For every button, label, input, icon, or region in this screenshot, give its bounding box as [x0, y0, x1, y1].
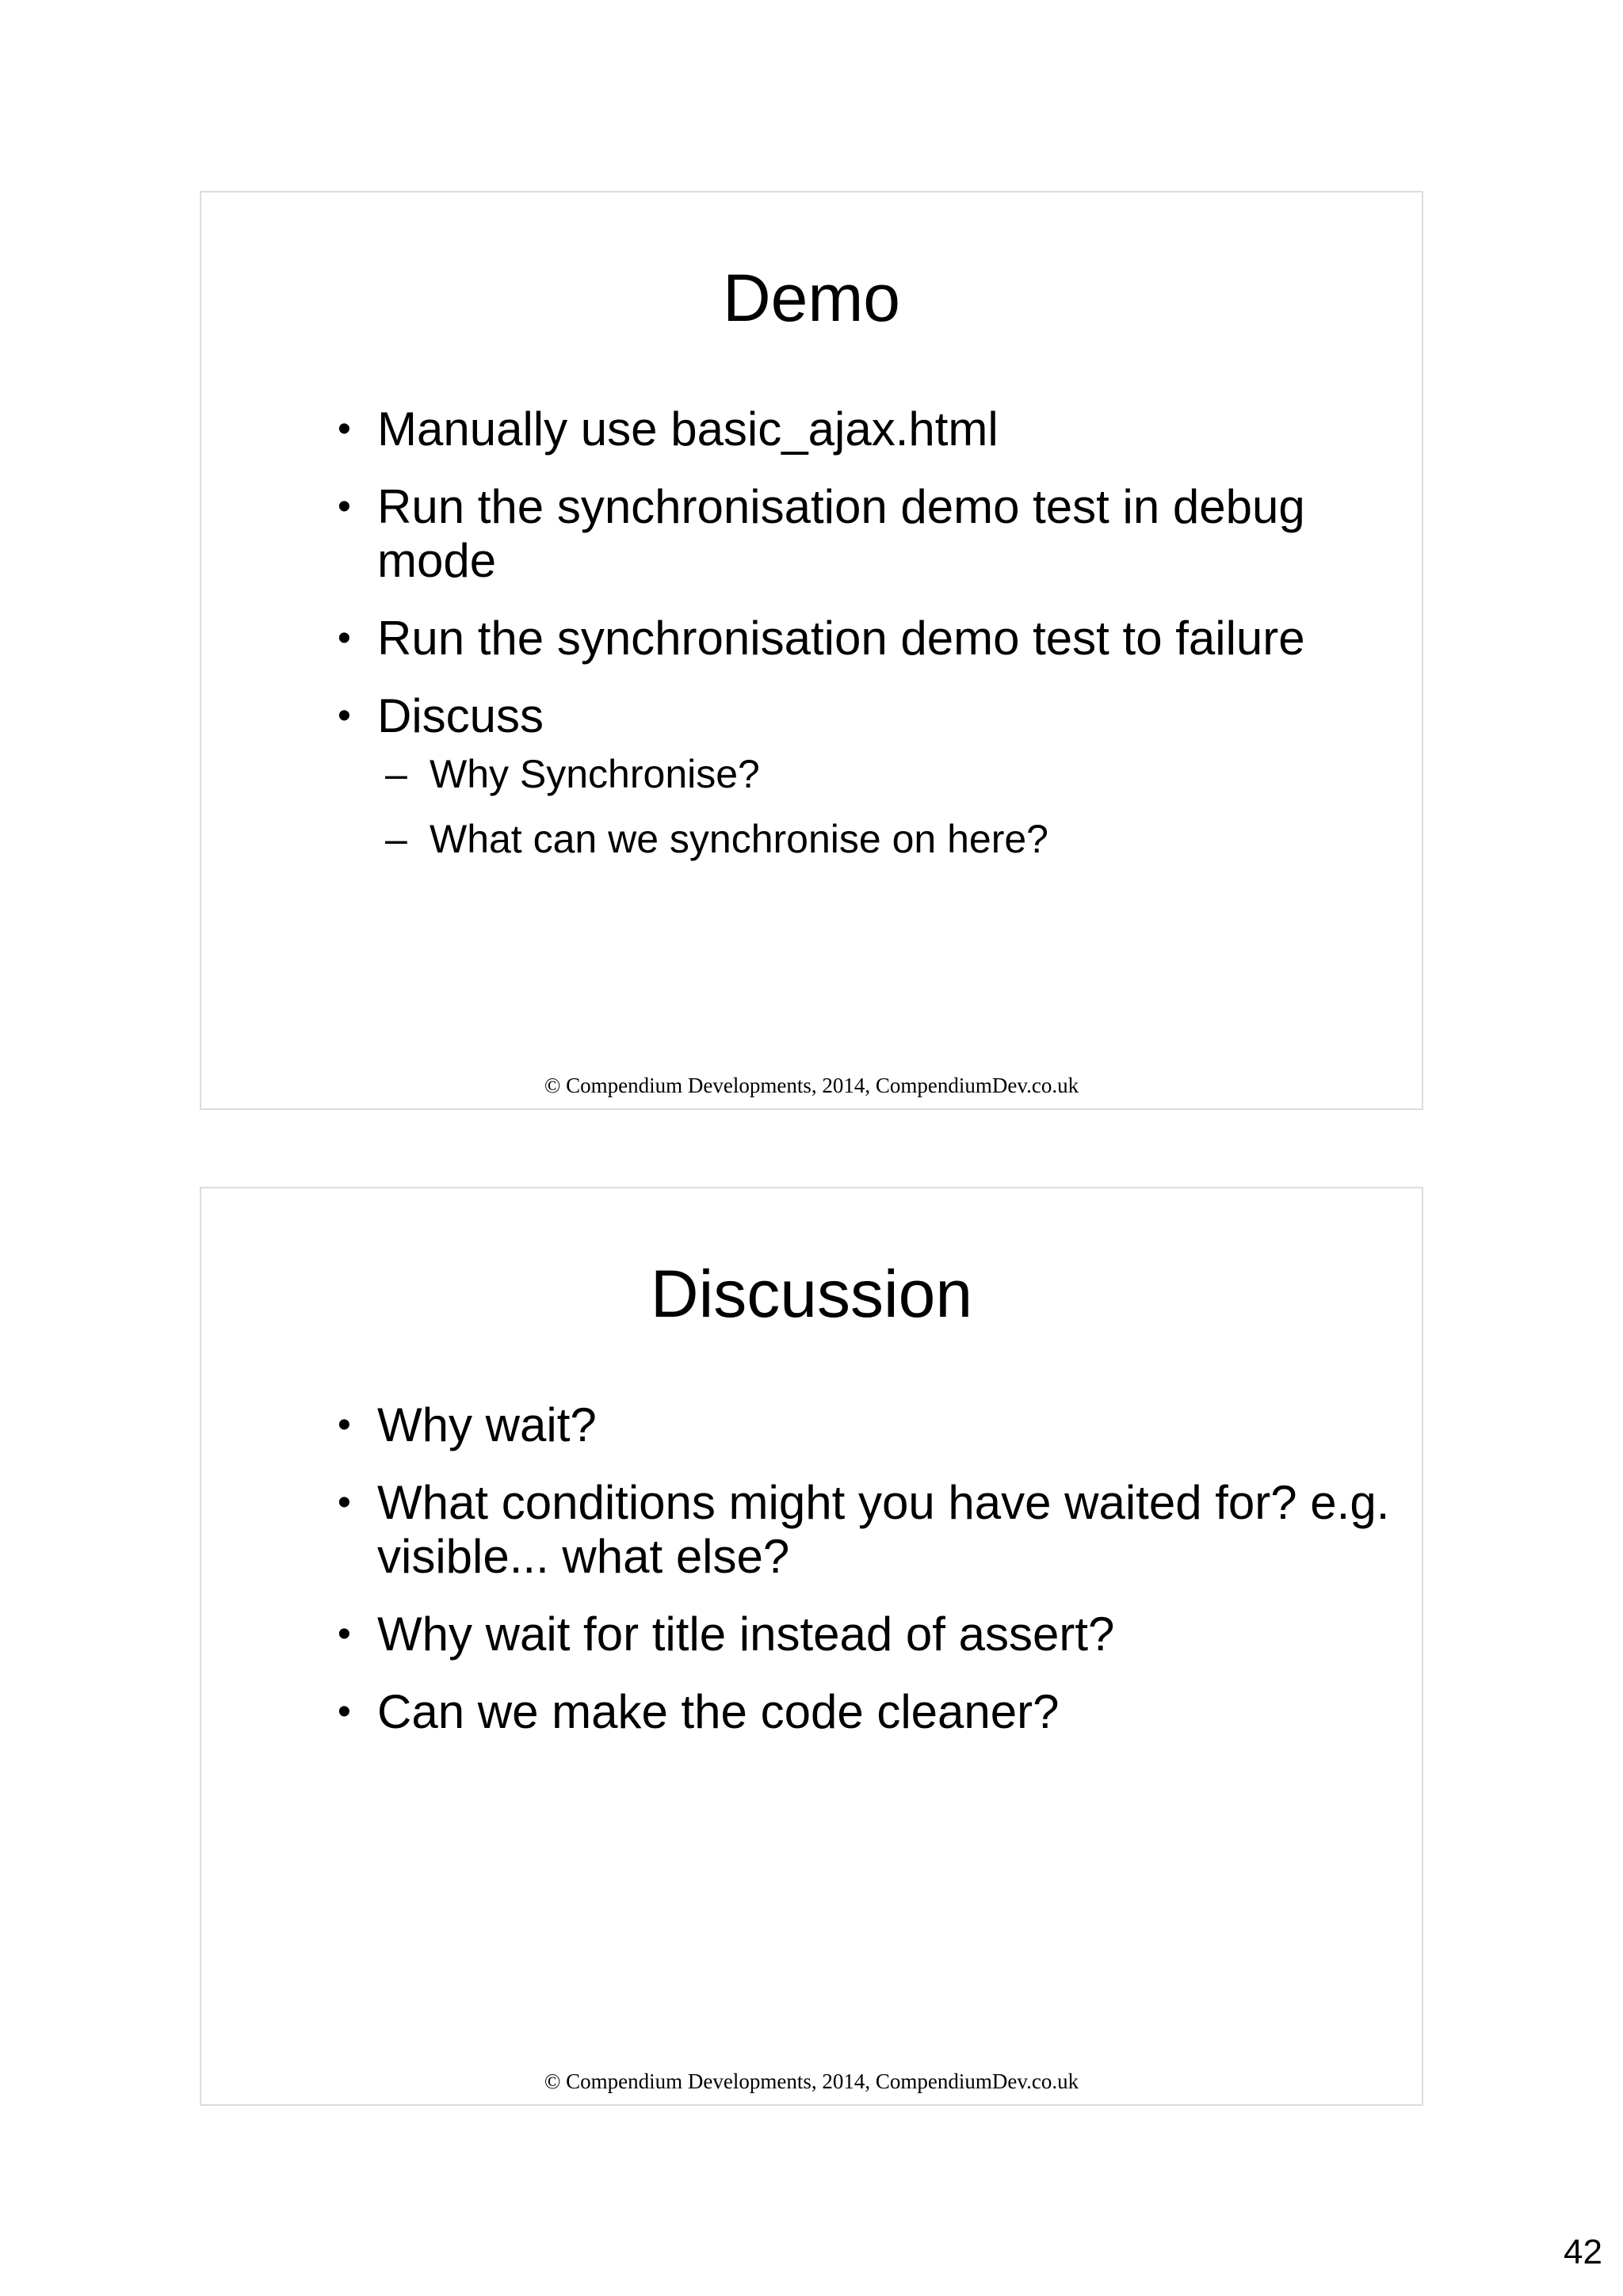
bullet-item [265, 612, 1390, 666]
bullet-text: Manually use basic_ajax.html [377, 402, 999, 456]
bullet-text: Can we make the code cleaner? [377, 1685, 1060, 1738]
bullet-icon: • [338, 1482, 351, 1524]
bullet-list [265, 1398, 1390, 1763]
bullet-item [265, 480, 1390, 588]
bullet-list [265, 402, 1390, 886]
sub-bullet-item [377, 751, 1390, 797]
bullet-text: Discuss [377, 689, 544, 742]
bullet-text: What conditions might you have waited for? e.g. visible... what else? [377, 1476, 1390, 1583]
sub-bullet-list [377, 751, 1390, 862]
bullet-icon: • [338, 1404, 351, 1446]
bullet-item [265, 1398, 1390, 1452]
bullet-item [265, 1685, 1390, 1739]
dash-icon: – [385, 752, 407, 796]
slide-footer: © Compendium Developments, 2014, CompendiumDev.co.uk [544, 2069, 1079, 2093]
sub-bullet-text: Why Synchronise? [430, 752, 760, 796]
bullet-icon: • [338, 1691, 351, 1733]
bullet-item [265, 689, 1390, 862]
slide-discussion [200, 1187, 1423, 2106]
page-number: 42 [1564, 2233, 1602, 2271]
sub-bullet-item [377, 816, 1390, 862]
bullet-text: Run the synchronisation demo test in debug mode [377, 480, 1305, 587]
bullet-item [265, 1476, 1390, 1584]
slide-footer: © Compendium Developments, 2014, CompendiumDev.co.uk [544, 1074, 1079, 1097]
bullet-icon: • [338, 486, 351, 528]
slide-demo [200, 191, 1423, 1110]
bullet-item [265, 1608, 1390, 1661]
bullet-icon: • [338, 695, 351, 737]
bullet-text: Why wait for title instead of assert? [377, 1608, 1115, 1661]
bullet-icon: • [338, 1613, 351, 1655]
sub-bullet-text: What can we synchronise on here? [430, 817, 1048, 861]
bullet-icon: • [338, 617, 351, 659]
bullet-text: Run the synchronisation demo test to failure [377, 612, 1305, 665]
bullet-icon: • [338, 408, 351, 450]
bullet-text: Why wait? [377, 1398, 597, 1451]
slide-title: Discussion [650, 1257, 973, 1331]
dash-icon: – [385, 817, 407, 861]
slide-title: Demo [722, 261, 901, 335]
bullet-item [265, 402, 1390, 456]
